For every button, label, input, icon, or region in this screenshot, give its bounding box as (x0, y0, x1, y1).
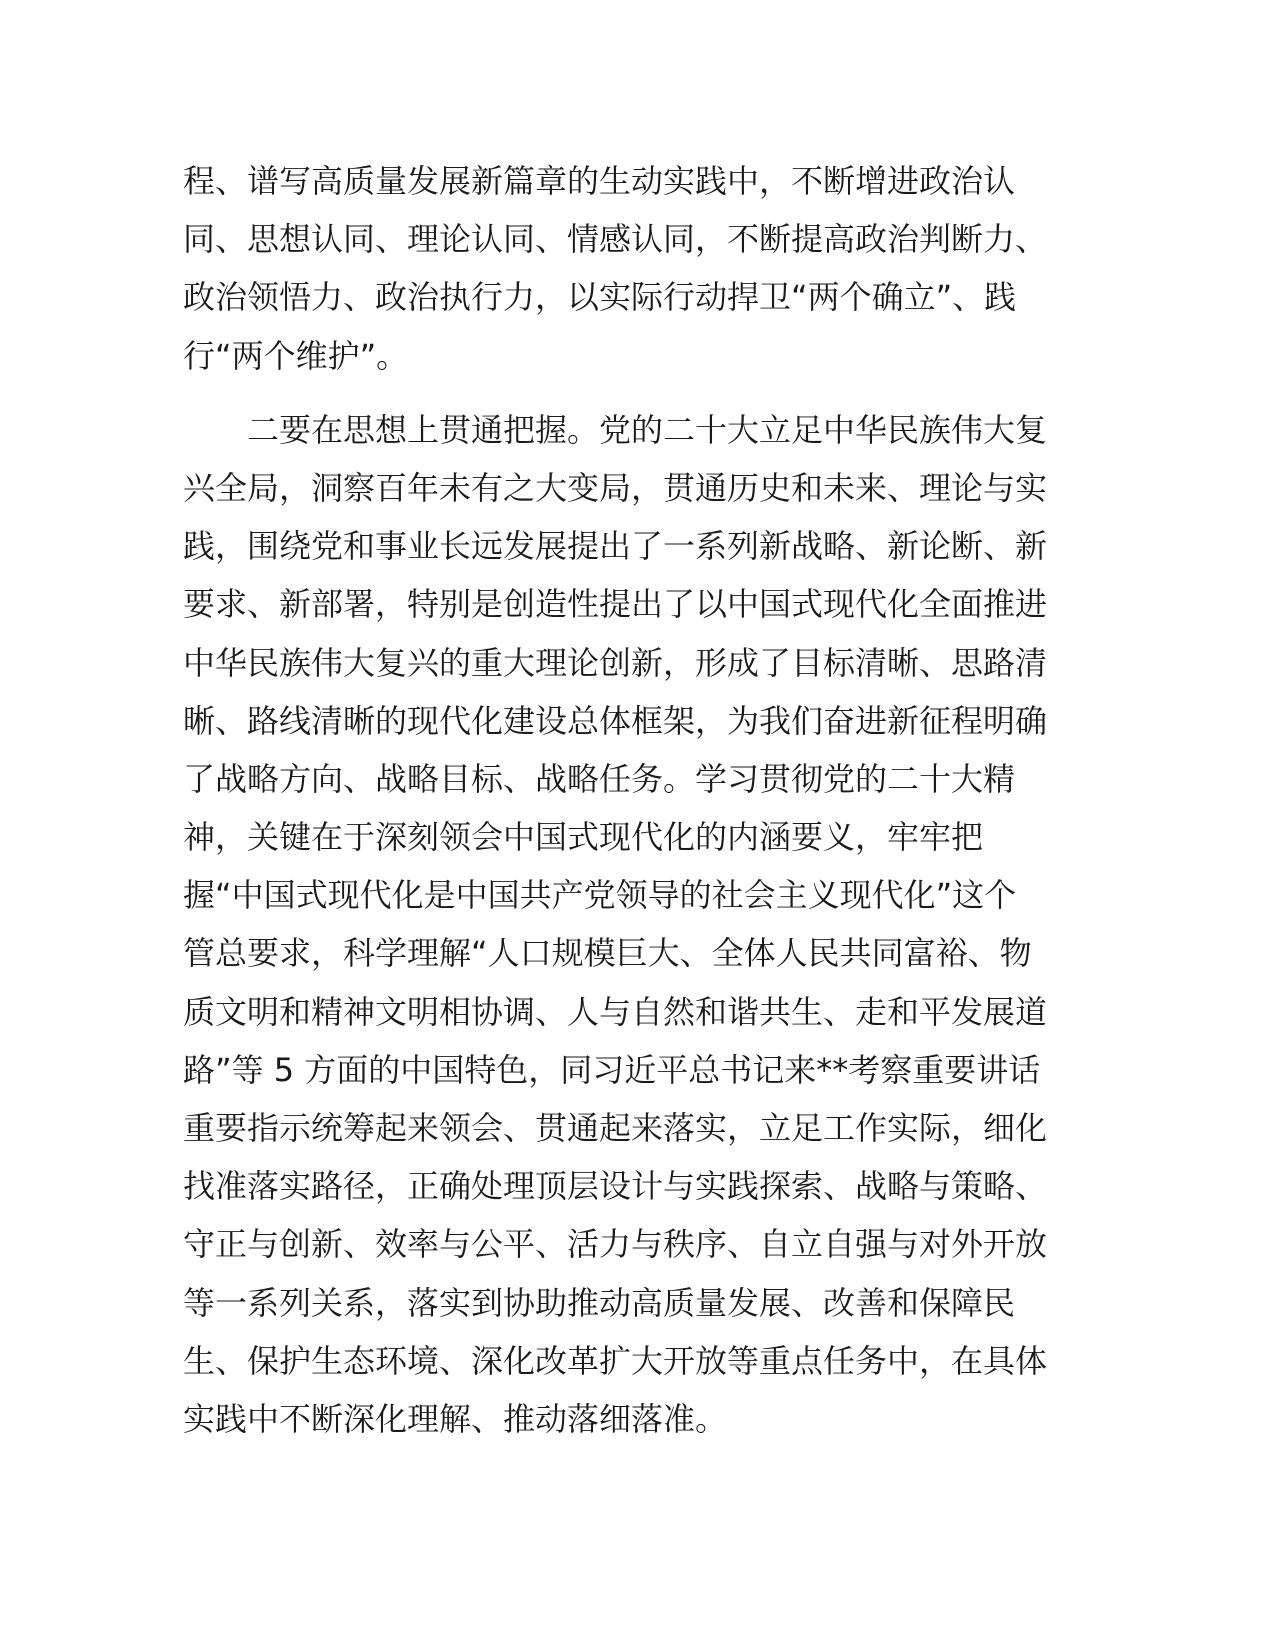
paragraph-1 (183, 152, 1083, 385)
text-line: 重要指示统筹起来领会、贯通起来落实，立足工作实际，细化 (183, 1109, 1048, 1147)
text-line: 握“中国式现代化是中国共产党领导的社会主义现代化”这个 (183, 876, 1017, 915)
text-line: 实践中不断深化理解、推动落细落准。 (183, 1399, 728, 1438)
text-line: 践，围绕党和事业长远发展提出了一系列新战略、新论断、新 (183, 527, 1048, 566)
text-line: 二要在思想上贯通把握。党的二十大立足中华民族伟大复 (183, 410, 1048, 449)
paragraph-spacer (183, 385, 1083, 401)
text-line: 守正与创新、效率与公平、活力与秩序、自立自强与对外开放 (183, 1225, 1048, 1264)
text-line: 神，关键在于深刻领会中国式现代化的内涵要义，牢牢把 (183, 818, 984, 857)
text-line: 管总要求，科学理解“人口规模巨大、全体人民共同富裕、物 (183, 934, 1032, 973)
text-line: 兴全局，洞察百年未有之大变局，贯通历史和未来、理论与实 (183, 468, 1048, 507)
text-line: 晰、路线清晰的现代化建设总体框架，为我们奋进新征程明确 (183, 701, 1048, 740)
text-line: 等一系列关系，落实到协助推动高质量发展、改善和保障民 (183, 1283, 1016, 1322)
text-line: 行“两个维护”。 (183, 336, 409, 375)
text-line: 质文明和精神文明相协调、人与自然和谐共生、走和平发展道 (183, 992, 1048, 1031)
text-line: 了战略方向、战略目标、战略任务。学习贯彻党的二十大精 (183, 759, 1016, 798)
text-line: 要求、新部署，特别是创造性提出了以中国式现代化全面推进 (183, 585, 1048, 624)
text-line: 中华民族伟大复兴的重大理论创新，形成了目标清晰、思路清 (183, 643, 1048, 682)
text-line: 同、思想认同、理论认同、情感认同，不断提高政治判断力、 (183, 220, 1048, 259)
text-line: 生、保护生态环境、深化改革扩大开放等重点任务中，在具体 (183, 1341, 1048, 1380)
text-line: 路”等 5 方面的中国特色，同习近平总书记来**考察重要讲话 (183, 1050, 1041, 1089)
body-text (183, 152, 1083, 1448)
text-line: 政治领悟力、政治执行力，以实际行动捍卫“两个确立”、践 (183, 278, 1017, 317)
text-line: 程、谱写高质量发展新篇章的生动实践中，不断增进政治认 (183, 162, 1016, 200)
text-line: 找准落实路径，正确处理顶层设计与实践探索、战略与策略、 (183, 1167, 1048, 1206)
paragraph-2 (183, 401, 1083, 1448)
